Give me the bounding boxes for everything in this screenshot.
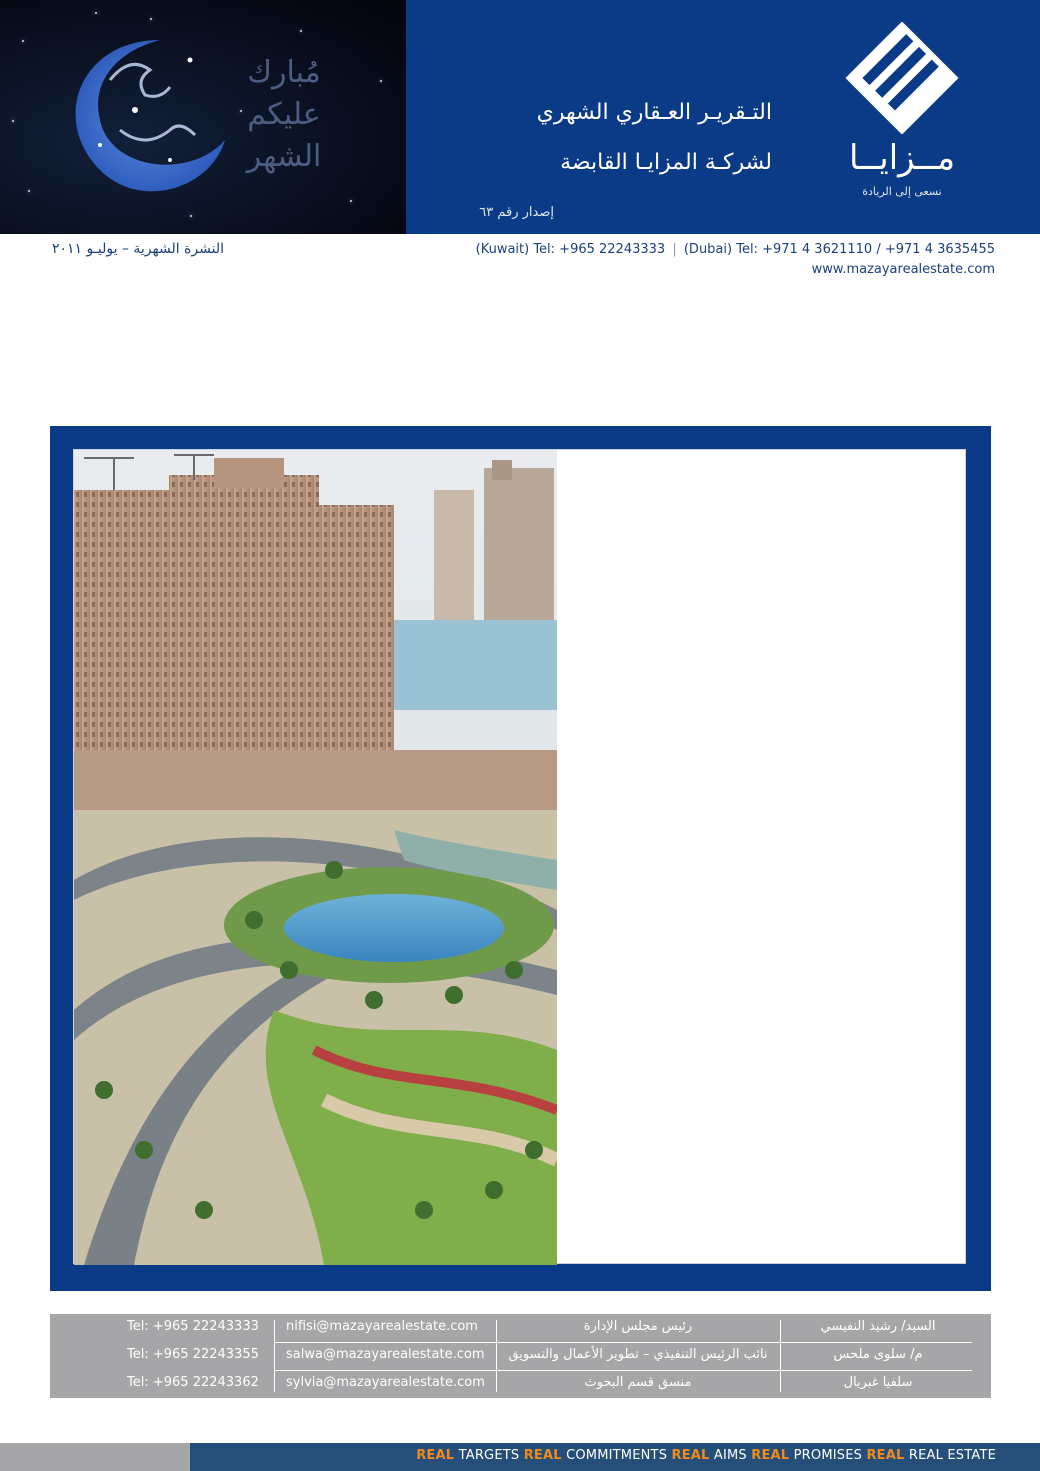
slogan-word: REAL	[671, 1448, 710, 1463]
city-aerial-photo	[74, 450, 557, 1265]
kuwait-phone: (Kuwait) Tel: +965 22243333	[475, 242, 666, 257]
greeting-line: عليكم	[247, 97, 321, 132]
dubai-phone: (Dubai) Tel: +971 4 3621110 / +971 4 3635455	[683, 242, 995, 257]
footer-slogan	[416, 1448, 996, 1463]
staff-phone: Tel: +965 22243355	[127, 1347, 259, 1362]
staff-contacts-table	[50, 1314, 991, 1398]
newsletter-date: النشرة الشهرية – يوليـو ٢٠١١	[52, 241, 224, 257]
slogan-word: PROMISES	[793, 1448, 863, 1463]
table-row	[50, 1342, 991, 1370]
greeting-line: الشهر	[246, 139, 322, 174]
staff-name: السيد/ رشيد النفيسي	[820, 1319, 936, 1334]
ramadan-crescent-icon	[40, 20, 240, 210]
logo-wordmark: مــزايــا	[848, 138, 956, 178]
greeting-line: مُبارك	[247, 55, 321, 90]
report-title	[412, 88, 772, 188]
logo-tagline: نسعى إلى الريادة	[862, 185, 942, 198]
slogan-word: REAL	[523, 1448, 562, 1463]
staff-name: سلفيا غبريال	[843, 1375, 913, 1390]
table-row	[50, 1314, 991, 1342]
photo-panel	[73, 449, 966, 1264]
staff-name: م/ سلوى ملحس	[833, 1347, 923, 1362]
staff-role: منسق قسم البحوث	[584, 1375, 692, 1390]
staff-role: رئيس مجلس الإدارة	[583, 1319, 693, 1334]
staff-email[interactable]: nifisi@mazayarealestate.com	[286, 1319, 478, 1334]
staff-email[interactable]: sylvia@mazayarealestate.com	[286, 1375, 485, 1390]
separator: |	[672, 242, 677, 257]
slogan-word: COMMITMENTS	[566, 1448, 668, 1463]
slogan-word: TARGETS	[458, 1448, 520, 1463]
mazaya-logo-icon	[842, 22, 962, 134]
slogan-word: REAL	[866, 1448, 905, 1463]
report-title-line: التـقريـر العـقاري الشهري	[536, 100, 772, 125]
report-title-line: لشركـة المزايـا القابضة	[560, 150, 772, 175]
slogan-word: REAL ESTATE	[908, 1448, 996, 1463]
staff-phone: Tel: +965 22243362	[127, 1375, 259, 1390]
staff-email[interactable]: salwa@mazayarealestate.com	[286, 1347, 485, 1362]
staff-phone: Tel: +965 22243333	[127, 1319, 259, 1334]
slogan-word: REAL	[751, 1448, 790, 1463]
slogan-word: REAL	[416, 1448, 455, 1463]
greeting-text	[224, 52, 344, 178]
staff-role: نائب الرئيس التنفيذي – تطوير الأعمال والتسويق	[508, 1347, 768, 1362]
website-link[interactable]: www.mazayarealestate.com	[811, 262, 995, 277]
issue-number: إصدار رقم ٦٣	[479, 205, 554, 220]
slogan-word: AIMS	[713, 1448, 747, 1463]
ramadan-greeting-banner	[0, 0, 406, 234]
footer-accent-block	[0, 1443, 190, 1471]
photo-frame	[50, 426, 991, 1291]
contact-phones	[476, 242, 995, 257]
table-row	[50, 1370, 991, 1398]
